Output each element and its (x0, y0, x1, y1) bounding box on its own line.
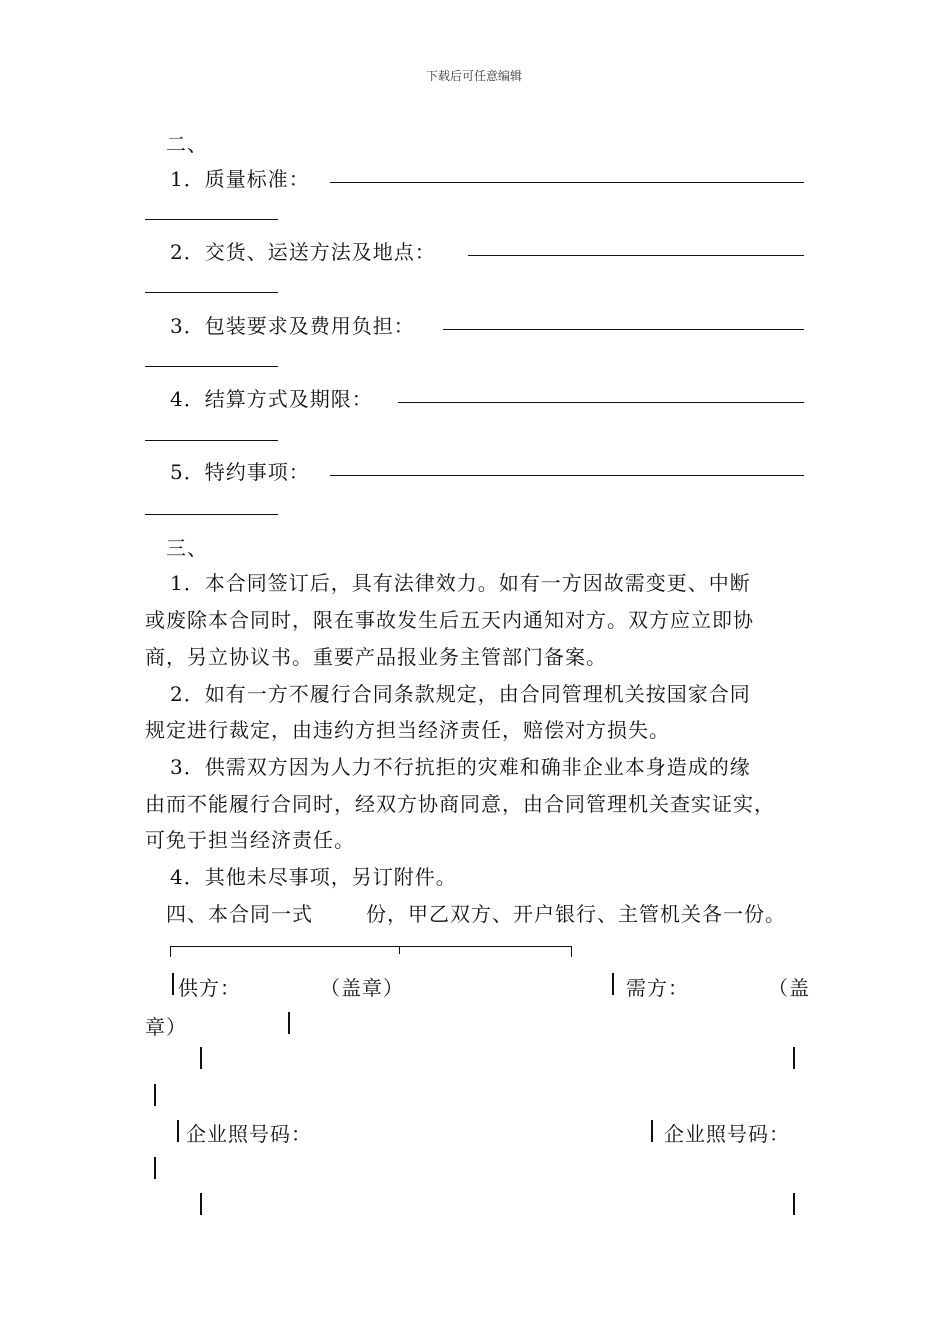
supplier-seal: （盖章） (320, 976, 404, 1000)
signature-table-mid-tick (399, 946, 400, 954)
section-4-copies-before: 四、本合同一式 (166, 902, 313, 926)
signature-table-divider (200, 1193, 202, 1215)
signature-table-left-tick (170, 946, 171, 957)
signature-table-divider (651, 1120, 653, 1142)
section-3-heading: 三、 (166, 536, 208, 560)
item-packaging-blank-cont (145, 366, 278, 367)
item-delivery-blank (468, 255, 804, 256)
item-delivery-label: 2．交货、运送方法及地点： (170, 240, 436, 264)
clause-line: 3．供需双方因为人力不行抗拒的灾难和确非企业本身造成的缘 (170, 755, 751, 779)
signature-table-divider (793, 1193, 795, 1215)
item-special-label: 5．特约事项： (170, 460, 310, 484)
item-quality-blank-cont (145, 219, 278, 220)
signature-table-top-border (170, 946, 572, 947)
clause-line: 2．如有一方不履行合同条款规定，由合同管理机关按国家合同 (170, 682, 751, 706)
signature-table-divider (177, 1120, 179, 1142)
item-quality-label: 1．质量标准： (170, 167, 310, 191)
buyer-seal-part2: 章） (145, 1015, 187, 1039)
supplier-label: 供方： (178, 976, 241, 1000)
item-packaging-label: 3．包装要求及费用负担： (170, 314, 415, 338)
item-settlement-blank-cont (145, 440, 278, 441)
item-delivery-blank-cont (145, 292, 278, 293)
item-settlement-blank (398, 402, 804, 403)
clause-line: 或废除本合同时，限在事故发生后五天内通知对方。双方应立即协 (145, 608, 754, 632)
signature-table-divider (154, 1084, 156, 1106)
section-4-copies-after: 份，甲乙双方、开户银行、主管机关各一份。 (366, 902, 786, 926)
item-special-blank-cont (145, 514, 278, 515)
item-special-blank (330, 475, 804, 476)
page-header-note: 下载后可任意编辑 (426, 69, 523, 83)
clause-line: 可免于担当经济责任。 (145, 828, 355, 852)
buyer-label: 需方： (626, 976, 689, 1000)
signature-table-divider (200, 1047, 202, 1069)
clause-line: 商，另立协议书。重要产品报业务主管部门备案。 (145, 645, 607, 669)
item-packaging-blank (443, 329, 804, 330)
signature-table-right-tick (571, 946, 572, 957)
signature-table-divider (154, 1157, 156, 1179)
clause-line: 由而不能履行合同时，经双方协商同意，由合同管理机关查实证实， (145, 792, 775, 816)
signature-table-divider (612, 973, 614, 995)
item-quality-blank (330, 182, 804, 183)
signature-table-divider (793, 1047, 795, 1069)
signature-table-divider (172, 973, 174, 995)
item-settlement-label: 4．结算方式及期限： (170, 387, 373, 411)
license-number-label-right: 企业照号码： (664, 1122, 790, 1146)
license-number-label-left: 企业照号码： (186, 1122, 312, 1146)
signature-table-divider (288, 1012, 290, 1034)
clause-line: 规定进行裁定，由违约方担当经济责任，赔偿对方损失。 (145, 718, 670, 742)
clause-line: 1．本合同签订后，具有法律效力。如有一方因故需变更、中断 (170, 571, 751, 595)
section-2-heading: 二、 (166, 132, 208, 156)
clause-line: 4．其他未尽事项，另订附件。 (170, 865, 457, 889)
buyer-seal-part1: （盖 (768, 976, 810, 1000)
